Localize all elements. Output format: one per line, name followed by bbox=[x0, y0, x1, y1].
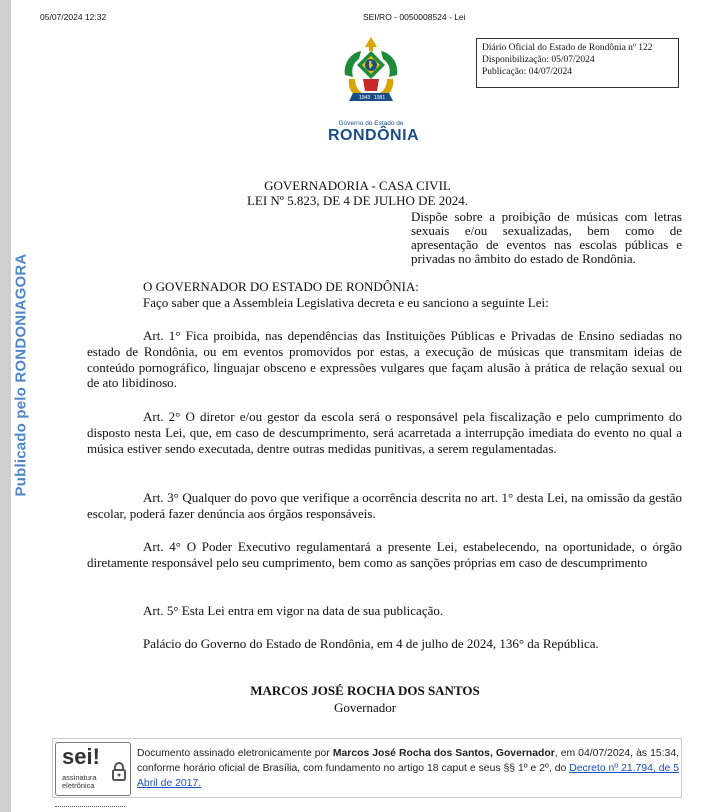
diario-oficial-box bbox=[476, 38, 679, 88]
signer-name: MARCOS JOSÉ ROCHA DOS SANTOS bbox=[250, 683, 480, 698]
decree-link[interactable]: Decreto nº 21.794, de 5 Abril de 2017. bbox=[137, 763, 680, 789]
sei-logo-word: sei! bbox=[62, 744, 100, 769]
article-1-text: Art. 1° Fica proibida, nas dependências das Instituições Públicas e Privadas de Ensino sediadas no estado de Rondônia, ou em eventos promovidos por estas, a execução de músicas que transmitam ideias de conteúdo pornográfico, linguajar obsceno e expressões vulgares que façam alusão à prática de relação sexual ou de ato libidinoso. bbox=[87, 328, 682, 391]
sei-signature-logo bbox=[55, 742, 131, 796]
law-title: LEI Nº 5.823, DE 4 DE JULHO DE 2024. bbox=[246, 193, 469, 208]
electronic-signature-box bbox=[52, 738, 682, 798]
print-timestamp: 05/07/2024 12:32 bbox=[40, 12, 107, 22]
signature-signer: Marcos José Rocha dos Santos, Governador bbox=[332, 748, 555, 759]
diario-edition: Diário Oficial do Estado de Rondônia nº 122 bbox=[482, 43, 653, 53]
governor-intro: O GOVERNADOR DO ESTADO DE RONDÔNIA: bbox=[143, 279, 419, 294]
lock-icon bbox=[111, 761, 127, 781]
article-1 bbox=[87, 328, 682, 391]
signer-role: Governador bbox=[333, 700, 397, 715]
sei-logo-caption-1: assinatura bbox=[62, 773, 97, 782]
article-4 bbox=[87, 539, 682, 571]
seal-year-left: 1943 bbox=[359, 95, 371, 101]
article-4-text: Art. 4° O Poder Executivo regulamentará a presente Lei, estabelecendo, na oportunidade, o órgão diretamente responsável pelo seu cumprimento, bem como as sanções próprias em caso de descumprimento bbox=[87, 539, 682, 570]
rondonia-logo bbox=[328, 35, 420, 150]
bottom-cutoff-line bbox=[55, 806, 125, 811]
diario-availability: Disponibilização: 05/07/2024 bbox=[482, 55, 595, 65]
law-ementa: Dispõe sobre a proibição de músicas com letras sexuais e/ou sexualizadas, bem como de apresentação de eventos nas escolas públicas e privadas no âmbito do estado de Rondônia. bbox=[411, 209, 682, 266]
seal-year-right: 1981 bbox=[374, 95, 386, 101]
signature-text-middle: , em 04/07/2024, às 15:34, conforme horário oficial de Brasília, com fundamento no artigo 18 caput e seus §§ 1º e 2º, do bbox=[137, 748, 679, 774]
signature-text-start: Documento assinado eletronicamente por bbox=[137, 748, 333, 759]
rondonia-coat-of-arms-icon bbox=[339, 35, 403, 113]
article-5: Art. 5° Esta Lei entra em vigor na data de sua publicação. bbox=[143, 603, 444, 618]
article-3 bbox=[87, 490, 682, 522]
sei-document-id: SEI/RO - 0050008524 - Lei bbox=[363, 12, 466, 22]
sei-logo-caption-2: eletrônica bbox=[62, 781, 95, 790]
logo-gov-text: Governo do Estado de bbox=[338, 120, 404, 127]
article-2 bbox=[87, 409, 682, 456]
preamble: Faço saber que a Assembleia Legislativa decreta e eu sanciono a seguinte Lei: bbox=[143, 295, 549, 310]
article-3-text: Art. 3° Qualquer do povo que verifique a ocorrência descrita no art. 1° desta Lei, na omissão da gestão escolar, poderá fazer denúncia aos órgãos responsáveis. bbox=[87, 490, 682, 521]
heading-governadoria: GOVERNADORIA - CASA CIVIL bbox=[264, 178, 451, 193]
signature-statement bbox=[137, 746, 679, 791]
closing-statement: Palácio do Governo do Estado de Rondônia, em 4 de julho de 2024, 136° da República. bbox=[143, 636, 599, 651]
diario-publication: Publicação: 04/07/2024 bbox=[482, 67, 572, 77]
published-by-watermark: Publicado pelo RONDONIAGORA bbox=[12, 253, 30, 497]
logo-state-name: RONDÔNIA bbox=[328, 127, 420, 144]
article-2-text: Art. 2° O diretor e/ou gestor da escola será o responsável pela fiscalização e pelo cumprimento do disposto nesta Lei, que, em caso de descumprimento, será acarretada a interrupção imediata do evento no qual a música estiver sendo executada, dentre outras medidas punitivas, a serem regulamentadas. bbox=[87, 409, 682, 456]
sei-logo-caption bbox=[62, 774, 97, 790]
